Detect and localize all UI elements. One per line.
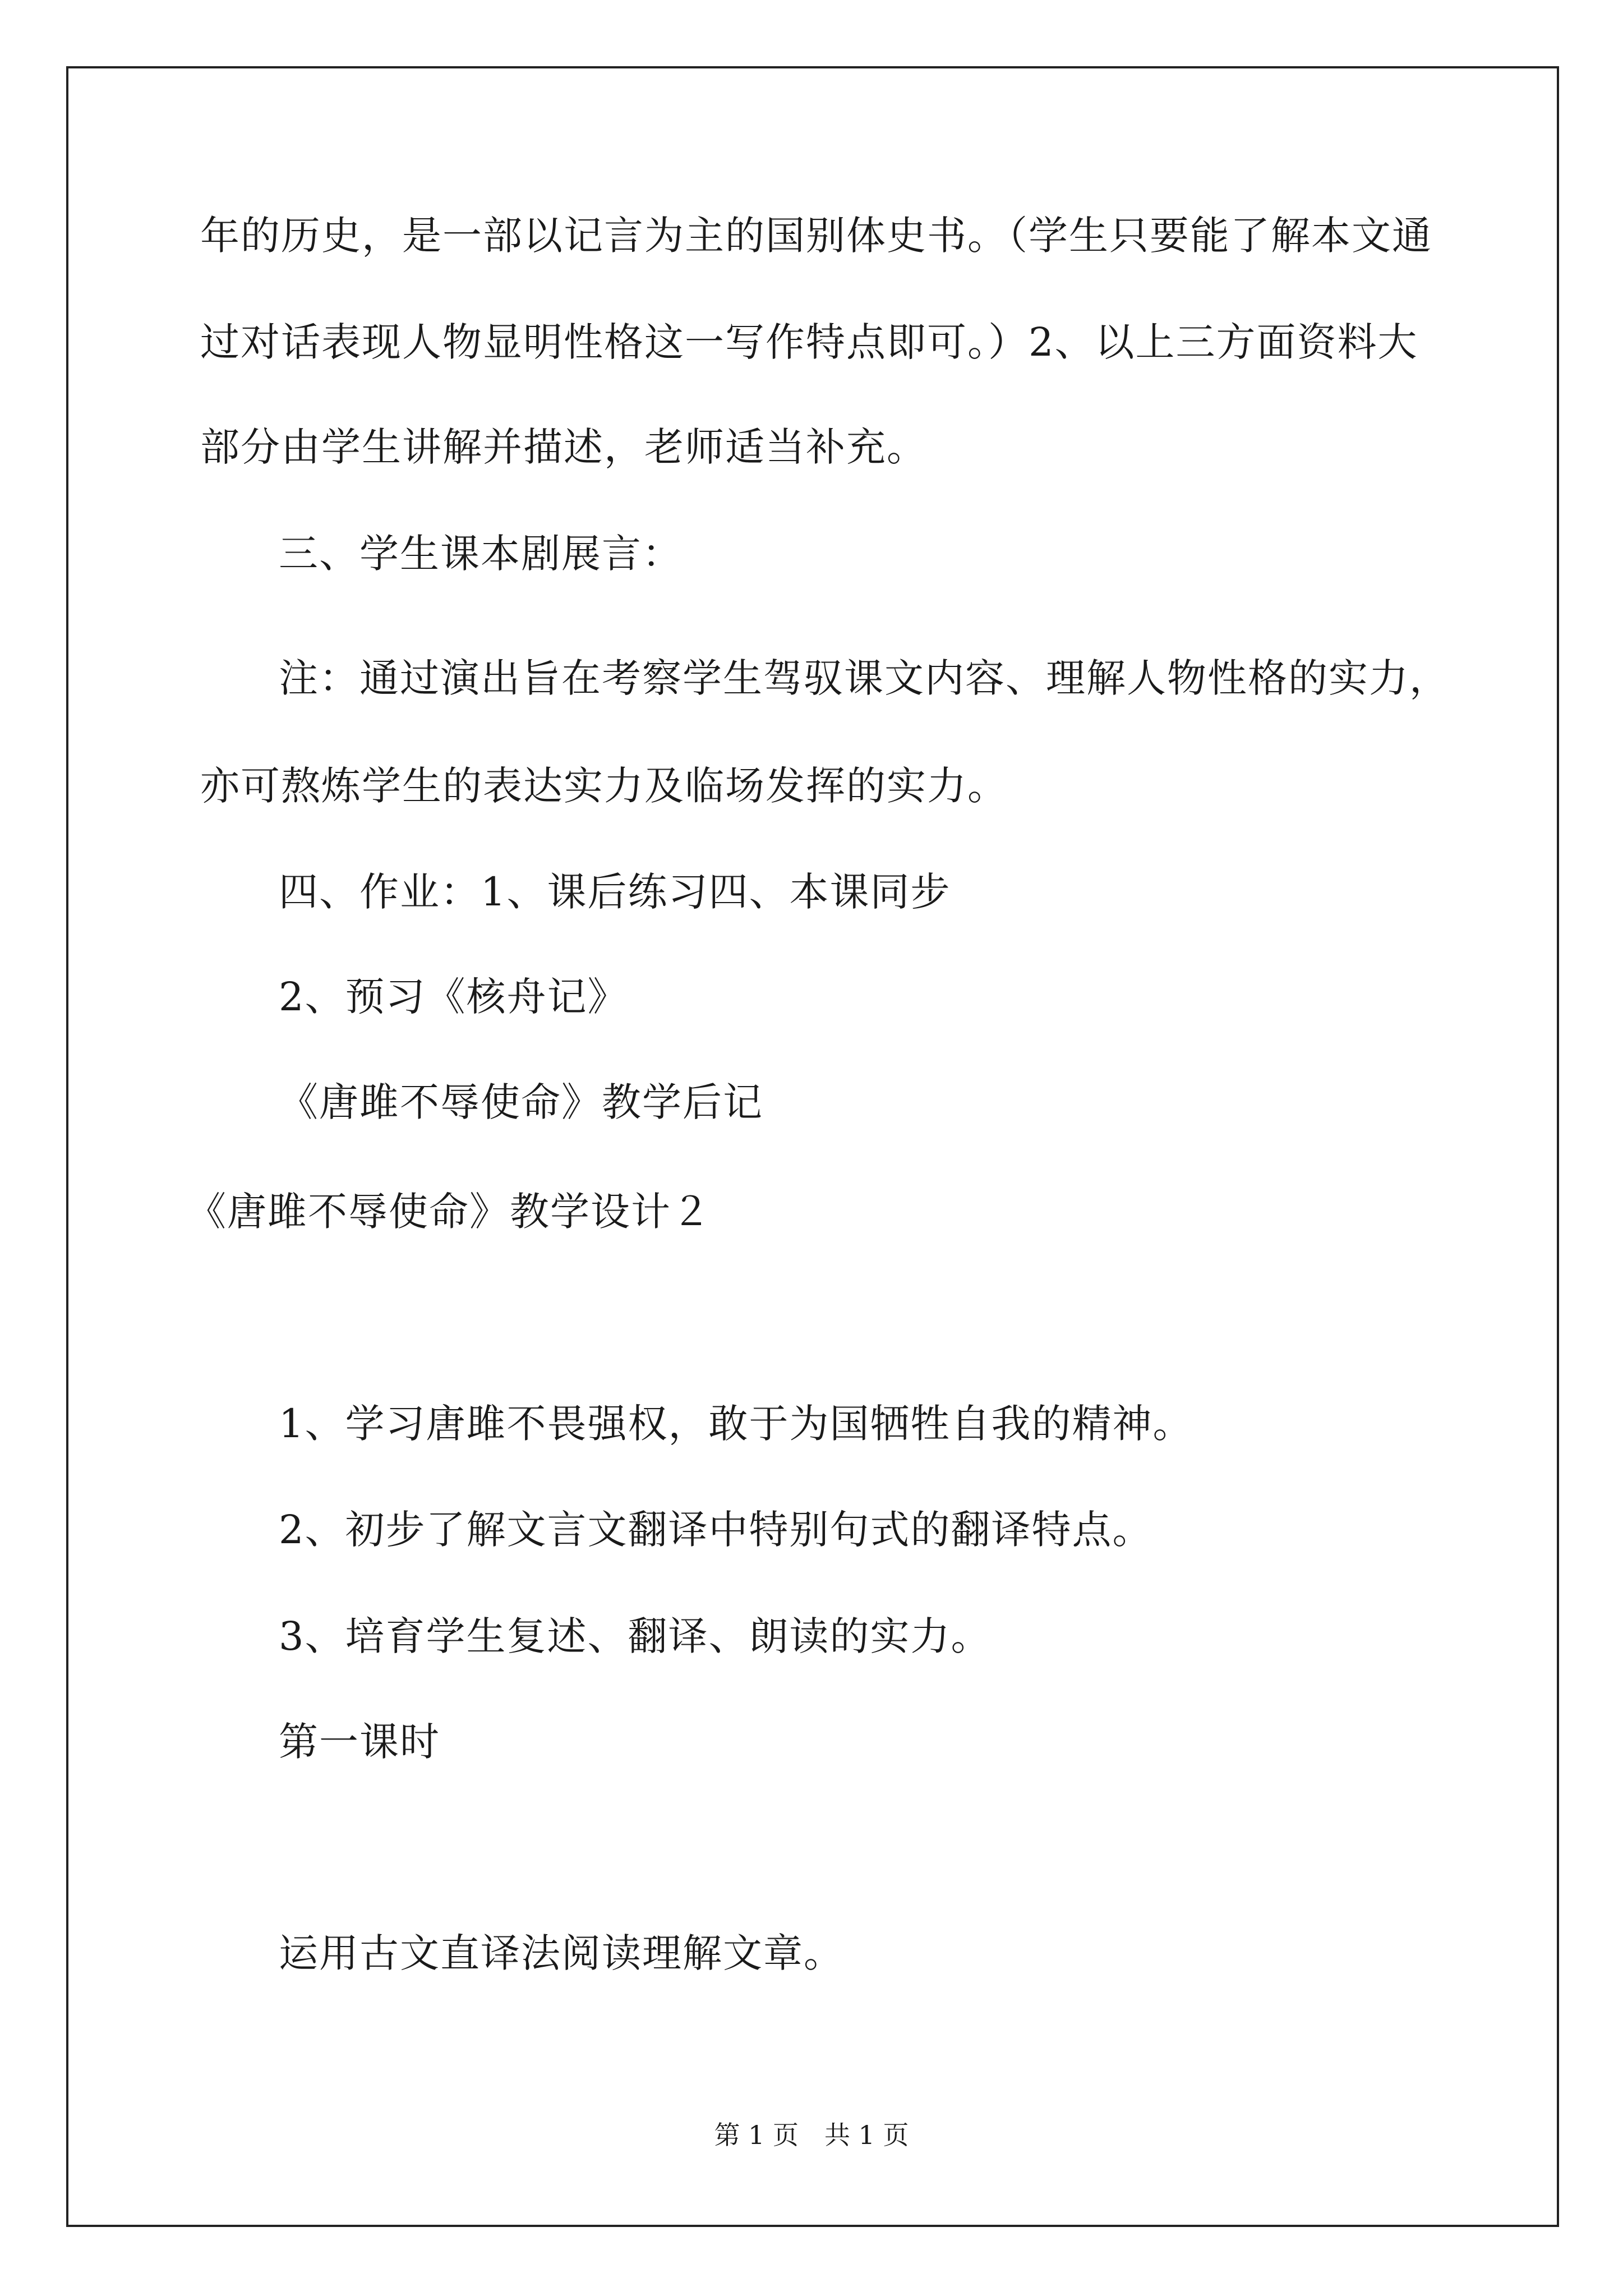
lesson-heading: 第一课时 xyxy=(279,1719,440,1765)
postscript-heading: 《唐雎不辱使命》教学后记 xyxy=(279,1079,763,1125)
method-line: 运用古文直译法阅读理解文章。 xyxy=(279,1930,844,1976)
page-footer: 第 1 页 共 1 页 xyxy=(714,2120,909,2150)
body-line-2: 过对话表现人物显明性格这一写作特点即可。）2、以上三方面资料大 xyxy=(200,319,1418,365)
body-line-1: 年的历史，是一部以记言为主的国别体史书。（学生只要能了解本文通 xyxy=(200,213,1432,259)
note-line-2: 亦可熬炼学生的表达实力及临场发挥的实力。 xyxy=(200,763,1008,809)
design-title-2: 《唐雎不辱使命》教学设计２ xyxy=(187,1189,712,1235)
homework-item-2: 2、预习《核舟记》 xyxy=(279,974,628,1020)
goal-item-3: 3、培育学生复述、翻译、朗读的实力。 xyxy=(279,1613,992,1659)
section-heading-3: 三、学生课本剧展言： xyxy=(279,531,683,577)
goal-item-2: 2、初步了解文言文翻译中特别句式的翻译特点。 xyxy=(279,1507,1153,1553)
body-line-3: 部分由学生讲解并描述，老师适当补充。 xyxy=(200,424,927,470)
page-border xyxy=(66,66,1559,2227)
section-heading-4: 四、作业：1、课后练习四、本课同步 xyxy=(279,869,951,915)
goal-item-1: 1、学习唐雎不畏强权，敢于为国牺牲自我的精神。 xyxy=(279,1401,1193,1447)
note-line-1: 注：通过演出旨在考察学生驾驭课文内容、理解人物性格的实力， xyxy=(279,655,1450,701)
